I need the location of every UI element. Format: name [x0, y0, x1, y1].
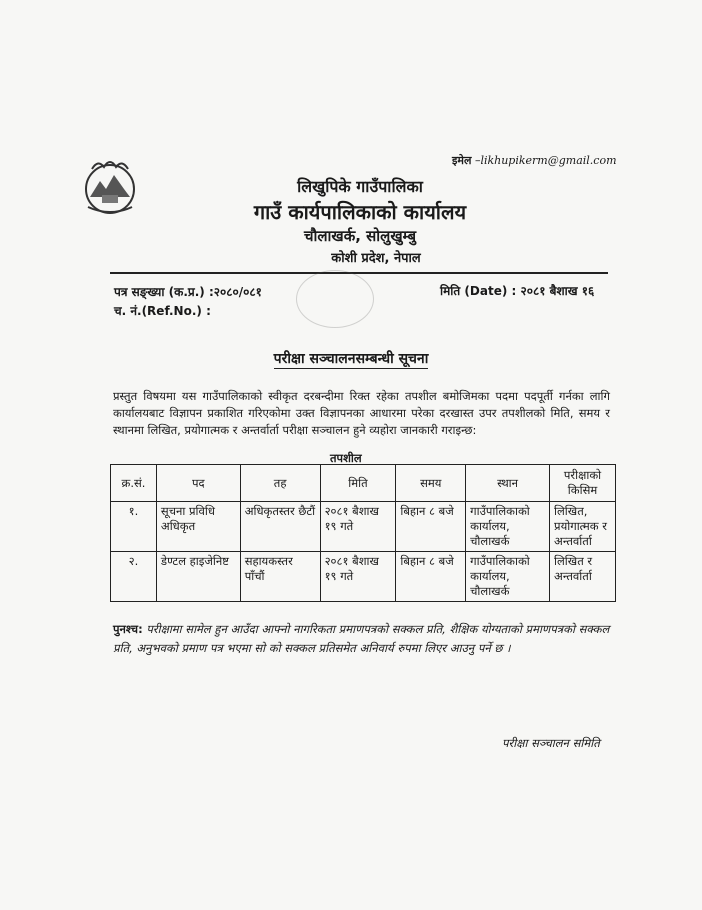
date-value: २०८१ बैशाख १६ — [520, 284, 595, 298]
header-time: समय — [396, 465, 466, 502]
cell-time: बिहान ८ बजे — [396, 552, 466, 602]
address-line: चौलाखर्क, सोलुखुम्बु — [303, 227, 417, 245]
cell-level: अधिकृतस्तर छैटौं — [240, 502, 320, 552]
letter-number: पत्र सङ्ख्या (क.प्र.) :२०८०/०८१ — [114, 285, 262, 299]
cell-level: सहायकस्तर पाँचौं — [240, 552, 320, 602]
footnote-label: पुनश्च: — [113, 622, 143, 636]
cell-venue: गाउँपालिकाको कार्यालय, चौलाखर्क — [466, 502, 550, 552]
header-exam-type: परीक्षाको किसिम — [550, 465, 616, 502]
signature-line: परीक्षा सञ्चालन समिति — [502, 736, 600, 750]
header-divider — [110, 272, 608, 274]
email-label: इमेल — [452, 154, 472, 167]
footnote-text: परीक्षामा सामेल हुन आउँदा आफ्नो नागरिकता प्रमाणपत्रको सक्कल प्रति, शैक्षिक योग्यताको प्रमाणपत्रको सक्कल प्रति, अनुभवको प्रमाण पत्र भएमा सो को सक्कल प्रतिसमेत अनिवार्य रुपमा लिएर आउनु पर्ने छ । — [113, 622, 610, 655]
header-serial: क्र.सं. — [111, 465, 157, 502]
office-title: गाउँ कार्यपालिकाको कार्यालय — [253, 200, 467, 224]
cell-venue: गाउँपालिकाको कार्यालय, चौलाखर्क — [466, 552, 550, 602]
office-stamp — [296, 270, 374, 328]
notice-title-wrap — [0, 349, 702, 368]
province-line: कोशी प्रदेश, नेपाल — [331, 251, 421, 266]
cell-serial: २. — [111, 552, 157, 602]
cell-serial: १. — [111, 502, 157, 552]
cell-exam-type: लिखित र अन्तर्वार्ता — [550, 552, 616, 602]
header-post: पद — [156, 465, 240, 502]
table-row — [111, 502, 616, 552]
date-line — [440, 282, 594, 299]
cell-date: २०८१ बैशाख १९ गते — [320, 502, 396, 552]
header-date: मिति — [320, 465, 396, 502]
date-label: मिति (Date) : — [440, 284, 517, 298]
cell-post: सूचना प्रविधि अधिकृत — [156, 502, 240, 552]
cell-date: २०८१ बैशाख १९ गते — [320, 552, 396, 602]
reference-number: च. नं.(Ref.No.) : — [114, 304, 211, 318]
notice-title: परीक्षा सञ्चालनसम्बन्धी सूचना — [273, 351, 429, 367]
cell-post: डेण्टल हाइजेनिष्ट — [156, 552, 240, 602]
header-venue: स्थान — [466, 465, 550, 502]
cell-exam-type: लिखित, प्रयोगात्मक र अन्तर्वार्ता — [550, 502, 616, 552]
exam-schedule-table — [110, 464, 616, 602]
table-caption: तपशील — [330, 451, 362, 465]
header-level: तह — [240, 465, 320, 502]
email-address: –likhupikerm@gmail.com — [474, 154, 617, 167]
footnote — [113, 620, 613, 658]
cell-time: बिहान ८ बजे — [396, 502, 466, 552]
table-header-row — [111, 465, 616, 502]
notice-body: प्रस्तुत विषयमा यस गाउँपालिकाको स्वीकृत दरबन्दीमा रिक्त रहेका तपशील बमोजिमका पदमा पदपूर्ती गर्नका लागि कार्यालयबाट विज्ञापन प्रकाशित गरिएकोमा उक्त विज्ञापनका आधारमा परेका दरखास्त उपर तपशीलको मिति, समय र स्थानमा लिखित, प्रयोगात्मक र अन्तर्वार्ता परीक्षा सञ्चालन हुने व्यहोरा जानकारी गराइन्छ: — [113, 389, 610, 437]
office-name: लिखुपिके गाउँपालिका — [297, 177, 423, 196]
table-row — [111, 552, 616, 602]
email-line — [452, 153, 617, 168]
